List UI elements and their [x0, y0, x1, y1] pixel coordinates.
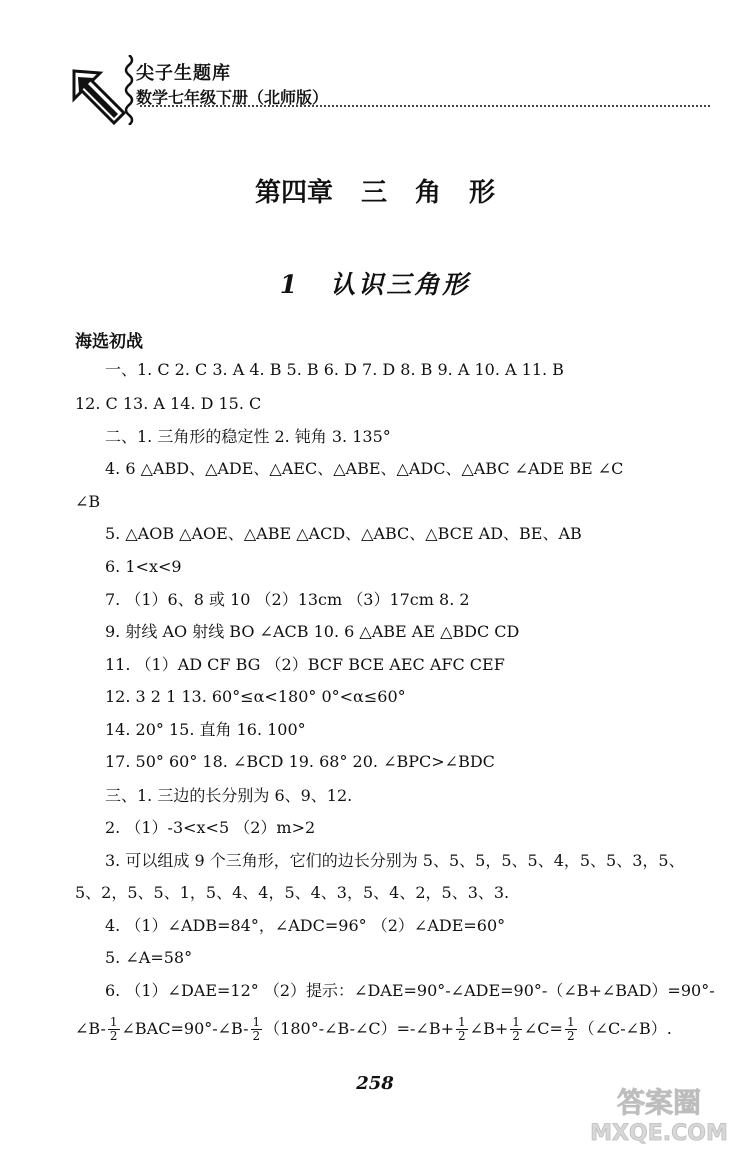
answer-line: 4. （1）∠ADB=84°，∠ADC=96° （2）∠ADE=60° [105, 916, 506, 935]
chapter-title-part: 形 [469, 178, 496, 208]
answer-line: 12. C 13. A 14. D 15. C [75, 394, 262, 413]
answer-line: 二、1. 三角形的稳定性 2. 钝角 3. 135° [105, 427, 391, 446]
fraction-numerator: 1 [109, 1015, 118, 1029]
section-name: 认识三角形 [330, 270, 471, 299]
watermark-url: MXQE.COM [590, 1121, 728, 1146]
answer-line: 12. 3 2 1 13. 60°≤α<180° 0°<α≤60° [105, 687, 406, 706]
answer-line: 6. （1）∠DAE=12° （2）提示：∠DAE=90°-∠ADE=90°-（∠B+∠BAD）=90°- [105, 981, 715, 1000]
chapter-title-part: 第四章 [254, 178, 333, 208]
watermark-text: 答案圈 [616, 1086, 702, 1119]
chapter-title-part: 三 [360, 178, 387, 208]
fraction-numerator: 1 [458, 1015, 466, 1029]
answer-line: 4. 6 △ABD、△ADE、△AEC、△ABE、△ADC、△ABC ∠ADE BE ∠C [105, 459, 624, 478]
fraction-denominator: 2 [512, 1029, 520, 1043]
answer-line: 一、1. C 2. C 3. A 4. B 5. B 6. D 7. D 8. B 9. A 10. A 11. B [105, 360, 564, 379]
fraction [510, 1016, 522, 1043]
chapter-title-part: 角 [415, 178, 442, 208]
page-number: 258 [356, 1073, 394, 1094]
arrow-logo-icon [70, 67, 130, 127]
watermark-logo [584, 1080, 734, 1146]
book-subtitle: 数学七年级下册（北师版） [136, 88, 329, 107]
answer-line: 14. 20° 15. 直角 16. 100° [105, 720, 306, 739]
fraction-denominator: 2 [252, 1029, 261, 1043]
expr-part: ∠B- [75, 1019, 106, 1038]
fraction [565, 1016, 577, 1043]
expr-part: ∠B+ [469, 1019, 509, 1038]
fraction-denominator: 2 [566, 1029, 575, 1043]
fraction [108, 1016, 120, 1043]
expr-part: ∠BAC=90°-∠B- [121, 1019, 249, 1038]
fraction [456, 1016, 468, 1043]
fraction [251, 1016, 263, 1043]
header-dotted-rule [140, 105, 710, 107]
fraction-numerator: 1 [512, 1015, 520, 1029]
answer-line: 5. ∠A=58° [105, 948, 193, 967]
answer-line: 9. 射线 AO 射线 BO ∠ACB 10. 6 △ABE AE △BDC CD [105, 622, 520, 641]
expr-part: （∠C-∠B）. [578, 1019, 672, 1038]
expr-part: ∠C= [523, 1019, 563, 1038]
answer-line-with-fractions [75, 1016, 672, 1043]
wavy-divider-icon [122, 55, 136, 125]
answer-line: 5. △AOB △AOE、△ABE △ACD、△ABC、△BCE AD、BE、AB [105, 524, 582, 543]
answer-line: 6. 1<x<9 [105, 557, 182, 576]
answer-line: 3. 可以组成 9 个三角形，它们的边长分别为 5、5、5，5、5、4，5、5、3，5、 [105, 851, 685, 870]
subsection-heading: 海选初战 [75, 332, 143, 352]
running-header [70, 55, 710, 135]
answer-line: 2. （1）-3<x<5 （2）m>2 [105, 818, 316, 837]
fraction-denominator: 2 [458, 1029, 466, 1043]
answer-line: ∠B [75, 492, 101, 511]
fraction-denominator: 2 [109, 1029, 118, 1043]
answer-line: 5、2，5、5、1，5、4、4，5、4、3，5、4、2，5、3、3. [75, 883, 510, 902]
chapter-title [0, 172, 750, 209]
fraction-numerator: 1 [252, 1015, 261, 1029]
section-title [0, 265, 750, 301]
fraction-numerator: 1 [566, 1015, 575, 1029]
answer-line: 7. （1）6、8 或 10 （2）13cm （3）17cm 8. 2 [105, 590, 470, 609]
answer-line: 三、1. 三边的长分别为 6、9、12. [105, 786, 353, 805]
answer-line: 17. 50° 60° 18. ∠BCD 19. 68° 20. ∠BPC>∠BDC [105, 752, 495, 771]
book-title: 尖子生题库 [136, 63, 231, 84]
answer-line: 11. （1）AD CF BG （2）BCF BCE AEC AFC CEF [105, 655, 505, 674]
section-number: 1 [279, 270, 301, 299]
expr-part: （180°-∠B-∠C）=-∠B+ [264, 1019, 455, 1038]
